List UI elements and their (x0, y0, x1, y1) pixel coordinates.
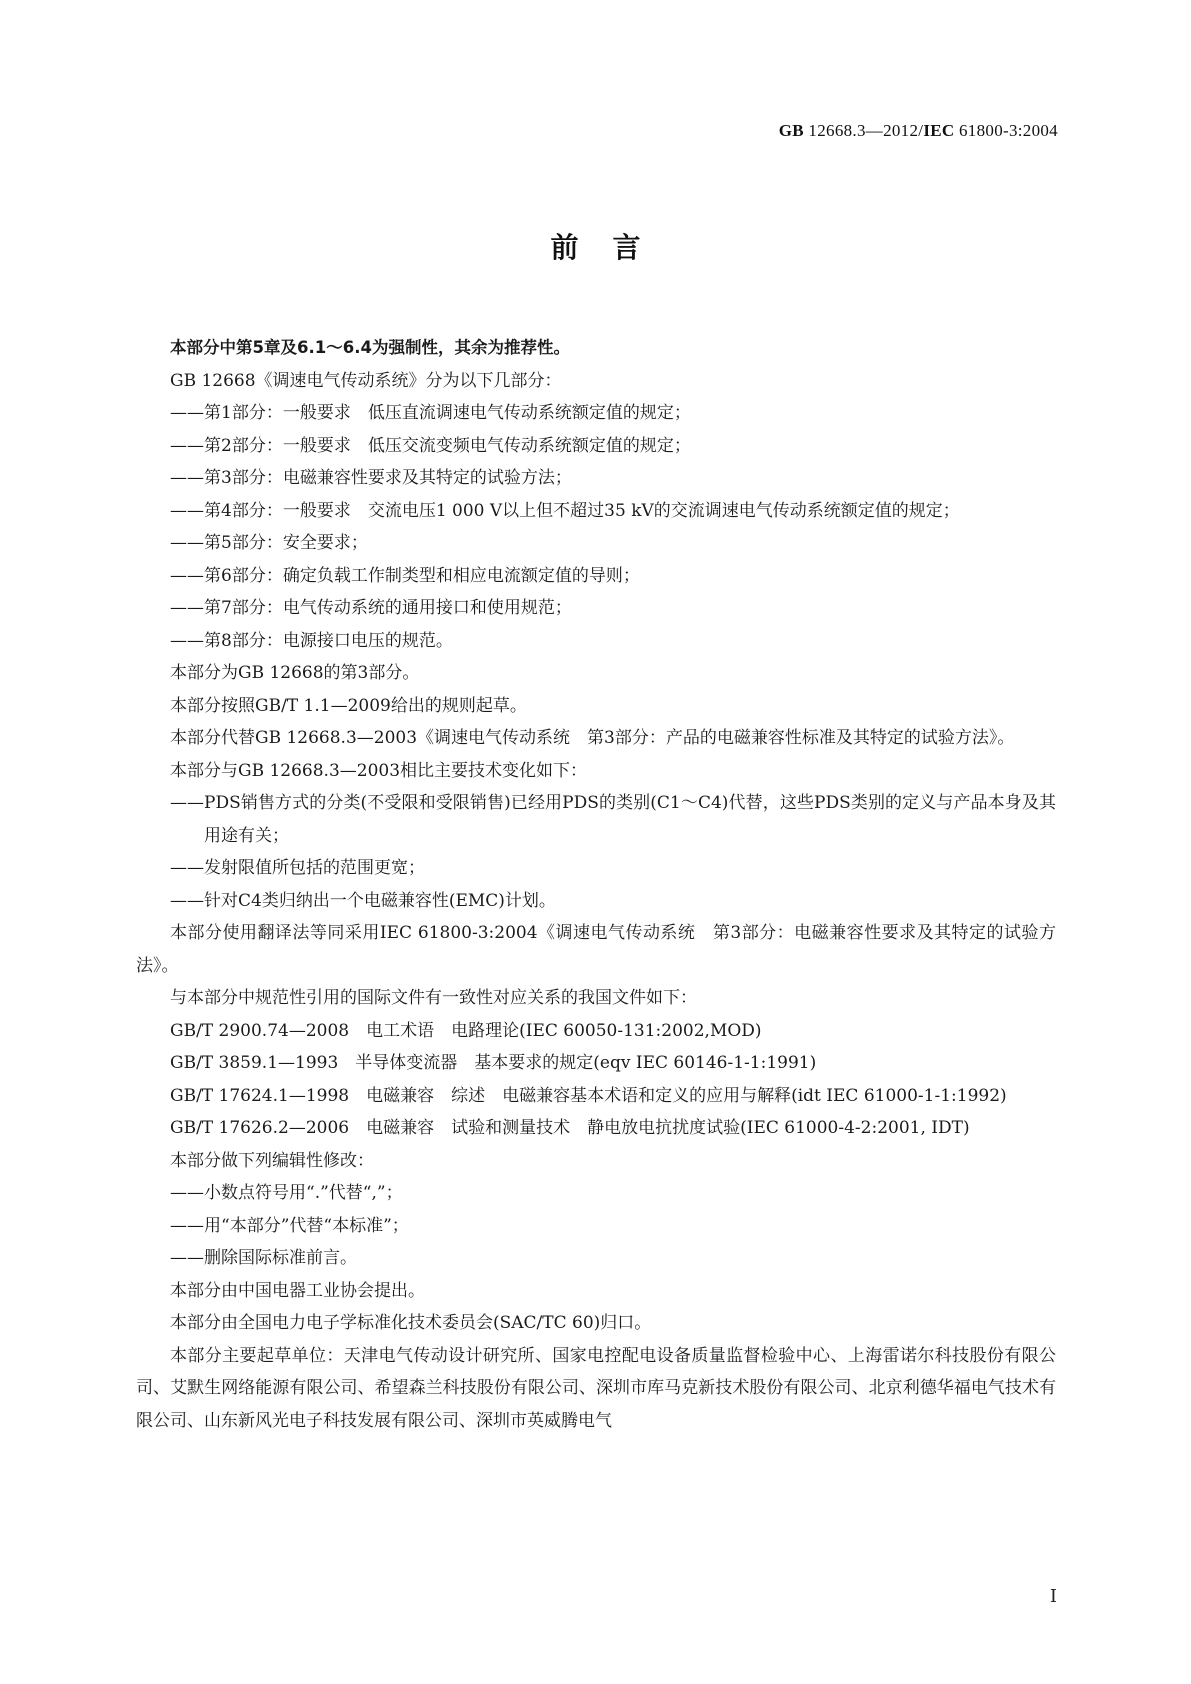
paragraph: 本部分代替GB 12668.3—2003《调速电气传动系统 第3部分：产品的电磁兼容性标准及其特定的试验方法》。 (170, 728, 1015, 748)
list-item: ——第6部分：确定负载工作制类型和相应电流额定值的导则； (170, 565, 640, 586)
list-item: ——用“本部分”代替“本标准”； (170, 1215, 409, 1236)
list-item: ——第3部分：电磁兼容性要求及其特定的试验方法； (170, 468, 572, 488)
list-item: ——第4部分：一般要求 交流电压1 000 V以上但不超过35 kV的交流调速电气传动系统额定值的规定； (170, 500, 960, 521)
reference-item: GB/T 17626.2—2006 电磁兼容 试验和测量技术 静电放电抗扰度试验(IEC 61000-4-2:2001, IDT) (170, 1118, 970, 1138)
paragraph: 本部分做下列编辑性修改： (170, 1150, 374, 1171)
reference-item: GB/T 2900.74—2008 电工术语 电路理论(IEC 60050-131:2002,MOD) (170, 1020, 762, 1041)
list-item: ——第1部分：一般要求 低压直流调速电气传动系统额定值的规定； (170, 403, 691, 423)
list-item: ——针对C4类归纳出一个电磁兼容性(EMC)计划。 (170, 890, 556, 911)
list-item: ——小数点符号用“.”代替“,”； (170, 1183, 403, 1203)
standard-code-header (779, 121, 1058, 141)
mandatory-clause-statement: 本部分中第5章及6.1～6.4为强制性，其余为推荐性。 (170, 338, 570, 357)
paragraph: 本部分按照GB/T 1.1—2009给出的规则起草。 (170, 695, 527, 716)
header-code-number: 12668.3—2012/ (803, 121, 924, 140)
paragraph: GB 12668《调速电气传动系统》分为以下几部分： (170, 370, 562, 391)
reference-item: GB/T 3859.1—1993 半导体变流器 基本要求的规定(eqv IEC 60146-1-1:1991) (170, 1053, 817, 1073)
paragraph: 本部分主要起草单位：天津电气传动设计研究所、国家电控配电设备质量监督检验中心、上海雷诺尔科技股份有限公司、艾默生网络能源有限公司、希望森兰科技股份有限公司、深圳市库马克新技术股份有限公司、北京利德华福电气技术有限公司、山东新风光电子科技发展有限公司、深圳市英威腾电气 (136, 1345, 1056, 1431)
list-item: ——第2部分：一般要求 低压交流变频电气传动系统额定值的规定； (170, 435, 691, 456)
paragraph: 本部分与GB 12668.3—2003相比主要技术变化如下： (170, 760, 588, 781)
reference-item: GB/T 17624.1—1998 电磁兼容 综述 电磁兼容基本术语和定义的应用与解释(idt IEC 61000-1-1:1992) (170, 1085, 1007, 1106)
list-item: ——发射限值所包括的范围更宽； (170, 858, 425, 878)
paragraph: 本部分由中国电器工业协会提出。 (170, 1280, 425, 1301)
paragraph: 与本部分中规范性引用的国际文件有一致性对应关系的我国文件如下： (170, 988, 697, 1008)
list-item: ——第7部分：电气传动系统的通用接口和使用规范； (170, 598, 572, 618)
paragraph: 本部分使用翻译法等同采用IEC 61800-3:2004《调速电气传动系统 第3部分：电磁兼容性要求及其特定的试验方法》。 (136, 923, 1056, 976)
header-code-gb: GB (778, 121, 804, 140)
list-item: ——第8部分：电源接口电压的规范。 (170, 630, 453, 651)
list-item: ——删除国际标准前言。 (170, 1248, 357, 1268)
foreword-body (136, 332, 1056, 1437)
paragraph: 本部分为GB 12668的第3部分。 (170, 663, 420, 683)
page-title: 前言 (550, 231, 675, 264)
list-item: ——第5部分：安全要求； (170, 533, 368, 553)
page-number: I (1049, 1586, 1057, 1607)
list-item: ——PDS销售方式的分类(不受限和受限销售)已经用PDS的类别(C1～C4)代替，这些PDS类别的定义与产品本身及其用途有关； (170, 793, 1056, 846)
paragraph: 本部分由全国电力电子学标准化技术委员会(SAC/TC 60)归口。 (170, 1313, 652, 1333)
header-code-iec-number: 61800-3:2004 (954, 121, 1058, 140)
header-code-iec: IEC (923, 121, 955, 140)
